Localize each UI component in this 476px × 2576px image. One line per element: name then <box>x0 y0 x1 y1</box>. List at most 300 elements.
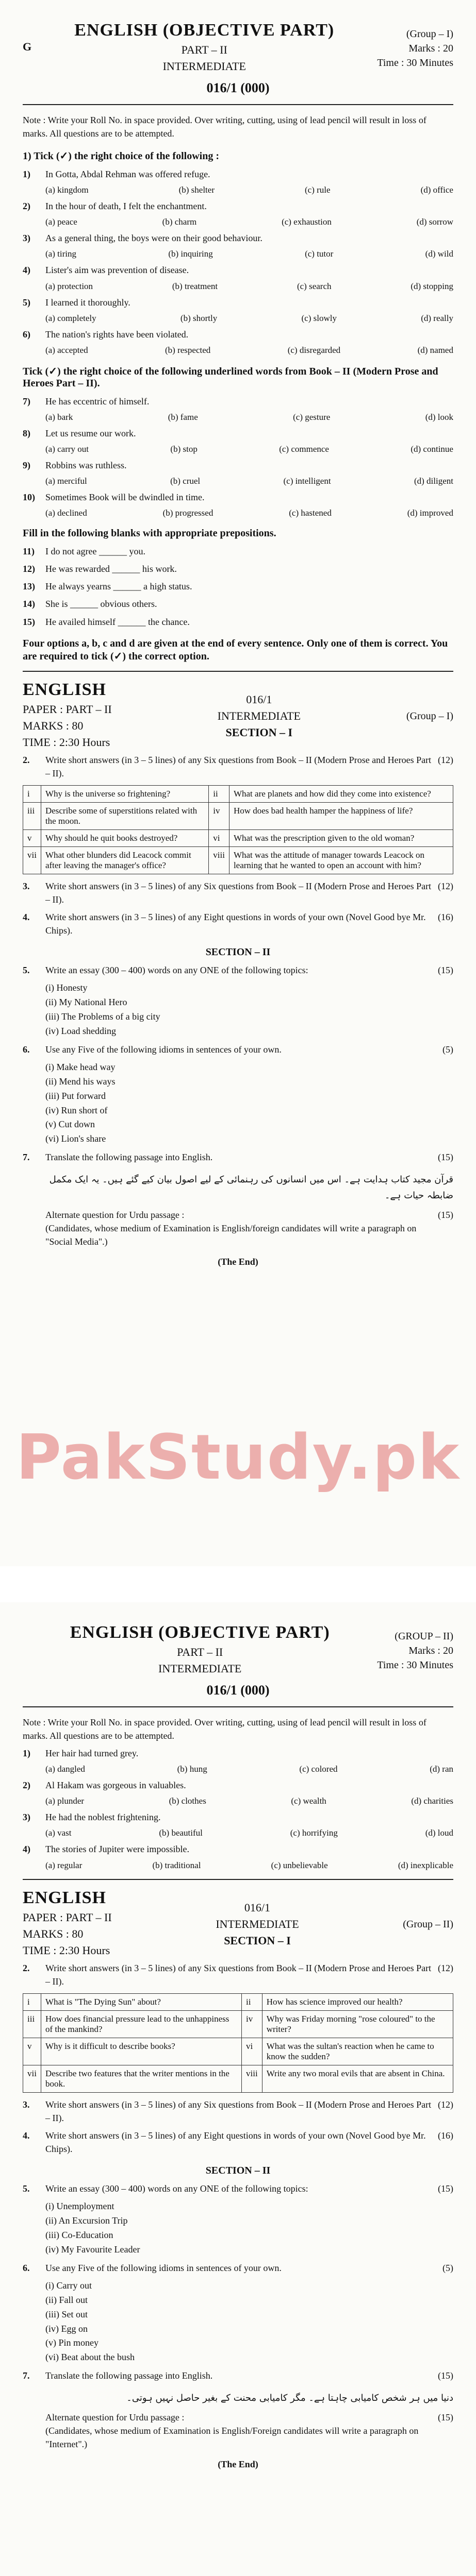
mcq-number: 1) <box>23 169 30 180</box>
mcq-item <box>23 1778 453 1792</box>
q6-instruction <box>23 2261 453 2275</box>
subjective-time: TIME : 2:30 Hours <box>23 1943 110 1957</box>
subjective-section: SECTION – I <box>224 1934 291 1947</box>
table-cell: How does bad health hamper the happiness of life? <box>229 802 453 829</box>
subjective-code: 016/1 <box>244 1901 271 1914</box>
alt-question <box>23 2411 453 2451</box>
mcq-options <box>23 476 453 486</box>
q7-marks: (15) <box>438 2370 453 2381</box>
mcq-option[interactable]: (d) office <box>420 185 453 195</box>
mcq-option[interactable]: (c) rule <box>305 185 331 195</box>
fill-blanks-label: Fill in the following blanks with appropriate prepositions. <box>23 528 276 539</box>
mcq-option[interactable]: (c) slowly <box>301 313 337 323</box>
mcq-number: 8) <box>23 428 30 438</box>
mcq-number: 3) <box>23 1812 30 1823</box>
objective-subtitle: PART – II <box>181 43 227 56</box>
mcq-question: As a general thing, the boys were on their good behaviour. <box>45 233 262 244</box>
mcq-number: 7) <box>23 396 30 406</box>
mcq-question: Al Hakam was gorgeous in valuables. <box>45 1780 186 1791</box>
essay-topics <box>23 981 453 1039</box>
mcq-option[interactable]: (a) peace <box>45 217 77 227</box>
subjective-title-block <box>23 1888 112 1957</box>
mcq-options <box>23 412 453 422</box>
q2-marks: (12) <box>438 754 453 765</box>
idiom: (vi) Beat about the bush <box>45 2352 135 2363</box>
mcq-question: The nation's rights have been violated. <box>45 329 189 340</box>
objective-serial: (000) <box>240 80 270 95</box>
table-cell: v <box>23 829 41 846</box>
alt-marks: (15) <box>438 2412 453 2422</box>
idiom-list <box>23 2279 453 2365</box>
mcq-option[interactable]: (b) progressed <box>162 508 214 518</box>
mcq-option[interactable]: (d) charities <box>411 1796 453 1806</box>
mcq-option[interactable]: (d) wild <box>425 249 453 259</box>
table-cell: iv <box>242 2010 262 2038</box>
objective-note <box>23 113 453 140</box>
alt-note: (Candidates, whose medium of Examination is English/Foreign candidates will write a paragraph on "Internet".) <box>45 2426 419 2450</box>
mcq-options <box>23 249 453 259</box>
mcq-option[interactable]: (d) improved <box>407 508 453 518</box>
table-cell: What was the sultan's reaction when he came to know the sudden? <box>262 2038 453 2065</box>
mcq-option[interactable]: (d) really <box>421 313 453 323</box>
subjective-time: TIME : 2:30 Hours <box>23 735 110 749</box>
idiom: (v) Pin money <box>45 2337 99 2348</box>
idiom: (i) Carry out <box>45 2280 92 2291</box>
q7-marks: (15) <box>438 1152 453 1163</box>
mcq-options <box>23 185 453 195</box>
objective-header <box>23 1623 453 1675</box>
table-row <box>23 2010 453 2038</box>
essay-topic: (ii) An Excursion Trip <box>45 2215 128 2226</box>
mcq-option[interactable]: (a) bark <box>45 412 73 422</box>
q6-text: Use any Five of the following idioms in sentences of your own. <box>45 2262 282 2273</box>
mcq-option[interactable]: (d) look <box>425 412 453 422</box>
q3-text: Write short answers (in 3 – 5 lines) of any Six questions from Book – II (Modern Prose and Heroes Part – II). <box>45 880 432 905</box>
objective-marks-block <box>377 27 453 70</box>
mcq-option[interactable]: (a) vast <box>45 1828 72 1838</box>
idiom: (v) Cut down <box>45 1119 95 1130</box>
table-cell: What was the prescription given to the old woman? <box>229 829 453 846</box>
q6-text: Use any Five of the following idioms in sentences of your own. <box>45 1044 282 1055</box>
alt-note: (Candidates, whose medium of Examination is English/foreign candidates will write a paragraph on "Social Media".) <box>45 1223 417 1247</box>
mcq-question: He had the noblest frightening. <box>45 1812 161 1823</box>
table-row <box>23 1993 453 2010</box>
subjective-title: ENGLISH <box>23 1888 106 1907</box>
paper-group-2 <box>0 1602 476 2576</box>
q4-marks: (16) <box>438 911 453 922</box>
objective-title: ENGLISH (OBJECTIVE PART) <box>70 1623 330 1642</box>
mcq-number: 1) <box>23 1748 30 1759</box>
objective-marks: Marks : 20 <box>408 1645 453 1656</box>
q6-number: 6. <box>23 2262 30 2273</box>
mcq-options <box>23 345 453 355</box>
q4-instruction <box>23 2129 453 2156</box>
q2-instruction <box>23 753 453 780</box>
mcq-question: Lister's aim was prevention of disease. <box>45 265 189 276</box>
mcq-options <box>23 508 453 518</box>
mcq-option[interactable]: (c) unbelievable <box>271 1860 328 1870</box>
q4-number: 4. <box>23 911 30 922</box>
essay-topic: (i) Unemployment <box>45 2201 114 2212</box>
mcq-option[interactable]: (a) completely <box>45 313 96 323</box>
subjective-marks: MARKS : 80 <box>23 1927 84 1940</box>
alt-text-block <box>45 1208 438 1248</box>
fill-number: 13) <box>23 581 35 592</box>
q7-instruction <box>23 2369 453 2382</box>
table-cell: What was the attitude of manager towards Leacock on learning that he wanted to open an account with him? <box>229 846 453 874</box>
mcq-option[interactable]: (d) sorrow <box>416 217 453 227</box>
mcq-option[interactable]: (b) hung <box>177 1764 207 1774</box>
mcq-item <box>23 328 453 341</box>
mcq-option[interactable]: (a) declined <box>45 508 87 518</box>
mcq-option[interactable]: (d) stopping <box>411 281 453 291</box>
fill-item <box>23 580 453 593</box>
q6-number: 6. <box>23 1044 30 1055</box>
alt-label: Alternate question for Urdu passage : <box>45 2412 185 2422</box>
q5-instruction <box>23 2182 453 2195</box>
q3-text: Write short answers (in 3 – 5 lines) of any Six questions from Book – II (Modern Prose and Heroes Part – II). <box>45 2099 432 2123</box>
divider <box>23 1706 453 1707</box>
mcq-option[interactable]: (c) hastened <box>289 508 332 518</box>
objective-code-number: 016/1 <box>206 1683 237 1698</box>
q5-number: 5. <box>23 965 30 976</box>
q1-label: 1) Tick (✓) the right choice of the following : <box>23 150 219 162</box>
q7-number: 7. <box>23 1152 30 1163</box>
mcq-option[interactable]: (b) respected <box>165 345 211 355</box>
table-cell: Write any two moral evils that are absent in China. <box>262 2065 453 2092</box>
alt-number <box>23 1208 45 1248</box>
essay-topic: (iii) The Problems of a big city <box>45 1011 160 1022</box>
idiom: (i) Make head way <box>45 1061 116 1072</box>
fill-number: 15) <box>23 616 35 627</box>
mcq-number: 4) <box>23 265 30 276</box>
table-cell: Why is it difficult to describe books? <box>41 2038 241 2065</box>
table-cell: vii <box>23 846 41 874</box>
subjective-level: INTERMEDIATE <box>216 1917 299 1930</box>
alt-label: Alternate question for Urdu passage : <box>45 1209 185 1220</box>
mcq-option[interactable]: (a) regular <box>45 1860 83 1870</box>
mcq-option[interactable]: (c) horrifying <box>290 1828 338 1838</box>
q7-instruction <box>23 1150 453 1164</box>
q2-number: 2. <box>23 1962 30 1973</box>
mcq-item <box>23 1810 453 1824</box>
mcq-number: 2) <box>23 201 30 212</box>
essay-topic: (i) Honesty <box>45 982 88 993</box>
objective-header <box>23 21 453 73</box>
fill-question: She is ______ obvious others. <box>45 599 157 609</box>
q3-marks: (12) <box>438 880 453 891</box>
mcq-option[interactable]: (d) continue <box>411 444 453 454</box>
essay-topic: (iv) Load shedding <box>45 1025 116 1036</box>
mcq-item <box>23 490 453 504</box>
fill-number: 14) <box>23 599 35 609</box>
objective-title-block <box>70 1623 330 1675</box>
objective-group: (GROUP – II) <box>395 1631 453 1642</box>
mcq-option[interactable]: (b) cruel <box>170 476 201 486</box>
idiom: (ii) Fall out <box>45 2294 88 2305</box>
objective-level: INTERMEDIATE <box>158 1662 242 1675</box>
q4-text: Write short answers (in 3 – 5 lines) of any Eight questions in words of your own (Novel Good bye Mr. Chips). <box>45 2130 426 2155</box>
q7-text: Translate the following passage into English. <box>45 1152 213 1163</box>
q2-instruction <box>23 1961 453 1988</box>
table-row <box>23 785 453 802</box>
mcq-option[interactable]: (b) inquiring <box>168 249 213 259</box>
subjective-header <box>23 1888 453 1957</box>
mcq-option[interactable]: (d) loud <box>425 1828 453 1838</box>
mcq-option[interactable]: (b) shelter <box>178 185 215 195</box>
mcq-question: Robbins was ruthless. <box>45 460 127 470</box>
paper-separator <box>0 1566 476 1602</box>
header-left-mark: G <box>23 40 32 53</box>
table-cell: What are planets and how did they come into existence? <box>229 785 453 802</box>
mcq-item <box>23 459 453 472</box>
mcq-item <box>23 167 453 181</box>
idiom: (iii) Set out <box>45 2309 88 2319</box>
q3-number: 3. <box>23 2099 30 2110</box>
table-cell: vi <box>242 2038 262 2065</box>
mcq-options <box>23 217 453 227</box>
mcq-item <box>23 427 453 440</box>
mcq-question: I learned it thoroughly. <box>45 297 130 308</box>
mcq-option[interactable]: (a) protection <box>45 281 93 291</box>
mcq-option[interactable]: (c) disregarded <box>287 345 341 355</box>
mcq-number: 4) <box>23 1844 30 1855</box>
mcq-option[interactable]: (a) accepted <box>45 345 88 355</box>
q2-number: 2. <box>23 754 30 765</box>
mcq-option[interactable]: (a) plunder <box>45 1796 85 1806</box>
mcq-option[interactable]: (b) fame <box>168 412 198 422</box>
table-cell: ii <box>209 785 229 802</box>
table-cell: Describe two features that the writer mentions in the book. <box>41 2065 241 2092</box>
q2-marks: (12) <box>438 1962 453 1973</box>
mcq-option[interactable]: (b) treatment <box>172 281 218 291</box>
mcq-option[interactable]: (d) ran <box>430 1764 453 1774</box>
mcq-option[interactable]: (a) tiring <box>45 249 76 259</box>
mcq-item <box>23 1842 453 1856</box>
table-cell: What is "The Dying Sun" about? <box>41 1993 241 2010</box>
subjective-level: INTERMEDIATE <box>217 709 301 722</box>
mcq-item <box>23 395 453 408</box>
section-2-heading: SECTION – II <box>205 2165 271 2177</box>
divider <box>23 104 453 105</box>
mcq-number: 2) <box>23 1780 30 1791</box>
subjective-center <box>216 1898 299 1947</box>
fill-number: 11) <box>23 546 35 557</box>
objective-marks-block <box>377 1629 453 1672</box>
voice-label: Four options a, b, c and d are given at the end of every sentence. Only one of them is correct. You are required to tick (✓) the correct option. <box>23 637 448 662</box>
q3-marks: (12) <box>438 2099 453 2110</box>
alt-question <box>23 1208 453 1248</box>
mcq-option[interactable]: (d) inexplicable <box>398 1860 453 1870</box>
subjective-group: (Group – II) <box>403 1918 453 1930</box>
mcq-item <box>23 296 453 309</box>
fill-item <box>23 597 453 611</box>
mcq-option[interactable]: (b) stop <box>170 444 198 454</box>
objective-note <box>23 1716 453 1742</box>
urdu-passage: قرآن مجید کتاب ہدایت ہے۔ اس میں انسانوں کی رہنمائی کے لیے اصول بیان کیے گئے ہیں۔ یہ ایک مکمل ضابطہ حیات ہے۔ <box>49 1174 453 1201</box>
idiom: (iii) Put forward <box>45 1090 106 1101</box>
mcq-item <box>23 1747 453 1760</box>
mcq-option[interactable]: (c) colored <box>299 1764 338 1774</box>
objective-note-text: Note : Write your Roll No. in space provided. Over writing, cutting, using of lead pencil will result in loss of marks. All questions are to be attempted. <box>23 1717 426 1741</box>
subjective-part: PAPER : PART – II <box>23 702 112 716</box>
idiom: (iv) Run short of <box>45 1105 108 1115</box>
q3-instruction <box>23 879 453 906</box>
urdu-passage: دنیا میں ہر شخص کامیابی چاہتا ہے۔ مگر کامیابی محنت کے بغیر حاصل نہیں ہوتی۔ <box>126 2393 453 2404</box>
q4-instruction <box>23 910 453 937</box>
objective-marks: Marks : 20 <box>408 43 453 54</box>
mcq-option[interactable]: (c) gesture <box>293 412 331 422</box>
mcq-option[interactable]: (b) beautiful <box>159 1828 203 1838</box>
mcq-option[interactable]: (c) wealth <box>291 1796 326 1806</box>
mcq-options <box>23 444 453 454</box>
mcq-question: In Gotta, Abdal Rehman was offered refuge. <box>45 169 210 180</box>
mcq-option[interactable]: (d) named <box>417 345 453 355</box>
divider <box>23 1879 453 1880</box>
fill-item <box>23 545 453 558</box>
objective-code <box>23 1683 453 1698</box>
table-row <box>23 846 453 874</box>
divider <box>23 671 453 672</box>
subjective-title-block <box>23 680 112 749</box>
table-row <box>23 2065 453 2092</box>
mcq-options <box>23 1828 453 1838</box>
idiom: (iv) Egg on <box>45 2323 88 2334</box>
q2-text: Write short answers (in 3 – 5 lines) of any Six questions from Book – II (Modern Prose and Heroes Part – II). <box>45 1962 432 1987</box>
mcq-item <box>23 231 453 245</box>
subjective-title: ENGLISH <box>23 680 106 699</box>
subjective-code: 016/1 <box>246 692 272 706</box>
mcq-option[interactable]: (c) tutor <box>305 249 334 259</box>
mcq-option[interactable]: (a) dangled <box>45 1764 85 1774</box>
table-cell: Why was Friday morning "rose coloured" to the writer? <box>262 2010 453 2038</box>
mcq-question: The stories of Jupiter were impossible. <box>45 1844 189 1855</box>
table-cell: Describe some of superstitions related with the moon. <box>41 802 208 829</box>
alt-text-block <box>45 2411 438 2451</box>
mcq-option[interactable]: (b) shortly <box>180 313 218 323</box>
fill-item <box>23 615 453 629</box>
mcq-question: In the hour of death, I felt the enchantment. <box>45 201 207 212</box>
objective-title-block <box>74 21 334 73</box>
table-cell: i <box>23 785 41 802</box>
table-cell: Why is the universe so frightening? <box>41 785 208 802</box>
watermark: PakStudy.pk <box>15 1422 461 1494</box>
objective-note-text: Note : Write your Roll No. in space provided. Over writing, cutting, using of lead pencil will result in loss of marks. All questions are to be attempted. <box>23 115 426 139</box>
q6-marks: (5) <box>442 2262 453 2273</box>
mcq-option[interactable]: (c) intelligent <box>283 476 331 486</box>
table-row <box>23 2038 453 2065</box>
fill-blanks-list <box>23 545 453 628</box>
table-cell: How has science improved our health? <box>262 1993 453 2010</box>
table-cell: v <box>23 2038 41 2065</box>
objective-subtitle: PART – II <box>177 1646 223 1658</box>
q2-objective-label: Tick (✓) the right choice of the following underlined words from Book – II (Modern Prose and Heroes Part – II). <box>23 365 438 389</box>
table-cell: How does financial pressure lead to the unhappiness of the mankind? <box>41 2010 241 2038</box>
subjective-group: (Group – I) <box>406 710 453 722</box>
mcq-option[interactable]: (a) kingdom <box>45 185 89 195</box>
table-cell: iii <box>23 802 41 829</box>
mcq-list-1 <box>23 167 453 355</box>
fill-question: He always yearns ______ a high status. <box>45 581 192 592</box>
mcq-options <box>23 1860 453 1871</box>
table-cell: ii <box>242 1993 262 2010</box>
fill-number: 12) <box>23 564 35 574</box>
table-cell: vi <box>209 829 229 846</box>
fill-question: I do not agree ______ you. <box>45 546 145 557</box>
mcq-option[interactable]: (b) clothes <box>169 1796 206 1806</box>
objective-group: (Group – I) <box>406 28 453 40</box>
mcq-number: 5) <box>23 297 30 308</box>
q5-instruction <box>23 963 453 977</box>
section-2-heading: SECTION – II <box>205 946 271 958</box>
alt-marks: (15) <box>438 1209 453 1220</box>
mcq-option[interactable]: (c) exhaustion <box>282 217 332 227</box>
table-cell: Why should he quit books destroyed? <box>41 829 208 846</box>
subjective-part: PAPER : PART – II <box>23 1910 112 1924</box>
q5-text: Write an essay (300 – 400) words on any ONE of the following topics: <box>45 965 308 976</box>
mcq-item <box>23 263 453 277</box>
objective-code-number: 016/1 <box>206 80 237 95</box>
subjective-marks: MARKS : 80 <box>23 719 84 732</box>
q2-table <box>23 785 453 874</box>
mcq-number: 10) <box>23 492 35 503</box>
q5-marks: (15) <box>438 2183 453 2194</box>
mcq-option[interactable]: (a) merciful <box>45 476 87 486</box>
mcq-list-2 <box>23 395 453 518</box>
table-cell: vii <box>23 2065 41 2092</box>
q2-table <box>23 1993 453 2093</box>
mcq-option[interactable]: (b) traditional <box>152 1860 201 1870</box>
subjective-section: SECTION – I <box>225 725 293 739</box>
q3-instruction <box>23 2098 453 2125</box>
table-cell: iv <box>209 802 229 829</box>
mcq-options <box>23 281 453 292</box>
mcq-option[interactable]: (a) carry out <box>45 444 89 454</box>
mcq-question: He has eccentric of himself. <box>45 396 150 406</box>
table-cell: i <box>23 1993 41 2010</box>
objective-level: INTERMEDIATE <box>162 60 246 73</box>
table-cell: viii <box>209 846 229 874</box>
objective-time: Time : 30 Minutes <box>377 57 453 69</box>
table-cell: viii <box>242 2065 262 2092</box>
table-row <box>23 802 453 829</box>
subjective-center <box>218 690 301 739</box>
q4-text: Write short answers (in 3 – 5 lines) of any Eight questions in words of your own (Novel Good bye Mr. Chips). <box>45 911 426 936</box>
objective-time: Time : 30 Minutes <box>377 1659 453 1671</box>
mcq-number: 3) <box>23 233 30 244</box>
table-cell: What other blunders did Leacock commit after leaving the manager's office? <box>41 846 208 874</box>
essay-topic: (ii) My National Hero <box>45 997 127 1008</box>
end-marker: (The End) <box>218 2459 258 2470</box>
q5-text: Write an essay (300 – 400) words on any ONE of the following topics: <box>45 2183 308 2194</box>
essay-topic: (iv) My Favourite Leader <box>45 2244 140 2255</box>
q2-text: Write short answers (in 3 – 5 lines) of any Six questions from Book – II (Modern Prose and Heroes Part – II). <box>45 754 432 778</box>
mcq-option[interactable]: (b) charm <box>162 217 197 227</box>
q7-text: Translate the following passage into English. <box>45 2370 213 2381</box>
mcq-list-1 <box>23 1747 453 1870</box>
q5-marks: (15) <box>438 965 453 976</box>
mcq-option[interactable]: (d) diligent <box>414 476 453 486</box>
objective-serial: (000) <box>240 1683 270 1698</box>
mcq-item <box>23 199 453 213</box>
idiom: (vi) Lion's share <box>45 1133 106 1144</box>
table-row <box>23 829 453 846</box>
mcq-option[interactable]: (c) search <box>297 281 332 291</box>
fill-question: He availed himself ______ the chance. <box>45 616 190 627</box>
idiom-list <box>23 1060 453 1146</box>
q4-marks: (16) <box>438 2130 453 2141</box>
mcq-option[interactable]: (c) commence <box>279 444 329 454</box>
